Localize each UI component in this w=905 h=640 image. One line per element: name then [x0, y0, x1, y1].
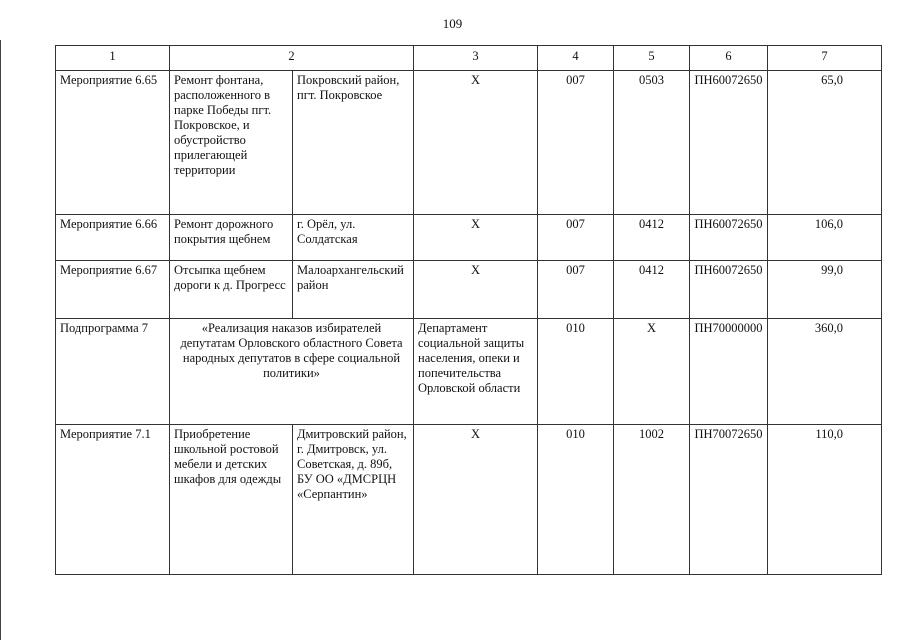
header-cell-3: 3 [414, 46, 538, 71]
cell-col-4: 007 [538, 261, 614, 319]
cell-col-5: 0412 [614, 215, 690, 261]
page-number: 109 [442, 16, 463, 31]
cell-col-6: ПН70072650 [690, 425, 768, 575]
cell-col-7: 106,0 [768, 215, 882, 261]
cell-col-4: 010 [538, 425, 614, 575]
header-cell-7: 7 [768, 46, 882, 71]
activity-place: Дмитровский район, г. Дмитровск, ул. Советская, д. 89б, БУ ОО «ДМСРЦН «Серпантин» [293, 425, 414, 575]
cell-col-3: Х [414, 425, 538, 575]
cell-col-3: Х [414, 71, 538, 215]
header-row [56, 46, 882, 71]
activity-name: Приобретение школьной ростовой мебели и детских шкафов для одежды [170, 425, 293, 575]
table-row [56, 215, 882, 261]
cell-col-6: ПН70000000 [690, 319, 768, 425]
cell-col-6: ПН60072650 [690, 215, 768, 261]
header-cell-4: 4 [538, 46, 614, 71]
header-cell-1: 1 [56, 46, 170, 71]
row-label: Мероприятие 6.67 [56, 261, 170, 319]
cell-col-7: 360,0 [768, 319, 882, 425]
cell-col-5: 1002 [614, 425, 690, 575]
cell-col-7: 65,0 [768, 71, 882, 215]
header-cell-5: 5 [614, 46, 690, 71]
row-label: Подпрограмма 7 [56, 319, 170, 425]
row-label: Мероприятие 7.1 [56, 425, 170, 575]
subprogram-title: «Реализация наказов избирателей депутатам Орловского областного Совета народных депутатов в сфере социальной политики» [170, 319, 414, 425]
cell-col-5: Х [614, 319, 690, 425]
cell-col-3: Х [414, 215, 538, 261]
cell-col-7: 99,0 [768, 261, 882, 319]
scan-edge-line [0, 40, 1, 640]
row-label: Мероприятие 6.66 [56, 215, 170, 261]
cell-col-6: ПН60072650 [690, 71, 768, 215]
cell-col-7: 110,0 [768, 425, 882, 575]
cell-col-4: 007 [538, 71, 614, 215]
table-row [56, 319, 882, 425]
activity-name: Ремонт фонтана, расположенного в парке Победы пгт. Покровское, и обустройство прилегающей территории [170, 71, 293, 215]
table-row [56, 261, 882, 319]
header-cell-2: 2 [170, 46, 414, 71]
cell-col-5: 0412 [614, 261, 690, 319]
activity-place: Покровский район, пгт. Покровское [293, 71, 414, 215]
cell-col-4: 010 [538, 319, 614, 425]
activity-name: Ремонт дорожного покрытия щебнем [170, 215, 293, 261]
row-label: Мероприятие 6.65 [56, 71, 170, 215]
cell-col-4: 007 [538, 215, 614, 261]
table-row [56, 71, 882, 215]
cell-col-6: ПН60072650 [690, 261, 768, 319]
cell-col-5: 0503 [614, 71, 690, 215]
table-row [56, 425, 882, 575]
activity-name: Отсыпка щебнем дороги к д. Прогресс [170, 261, 293, 319]
activity-place: Малоархангельский район [293, 261, 414, 319]
activity-place: г. Орёл, ул. Солдатская [293, 215, 414, 261]
header-cell-6: 6 [690, 46, 768, 71]
cell-col-3: Департамент социальной защиты населения, опеки и попечительства Орловской области [414, 319, 538, 425]
budget-table [55, 45, 882, 575]
cell-col-3: Х [414, 261, 538, 319]
